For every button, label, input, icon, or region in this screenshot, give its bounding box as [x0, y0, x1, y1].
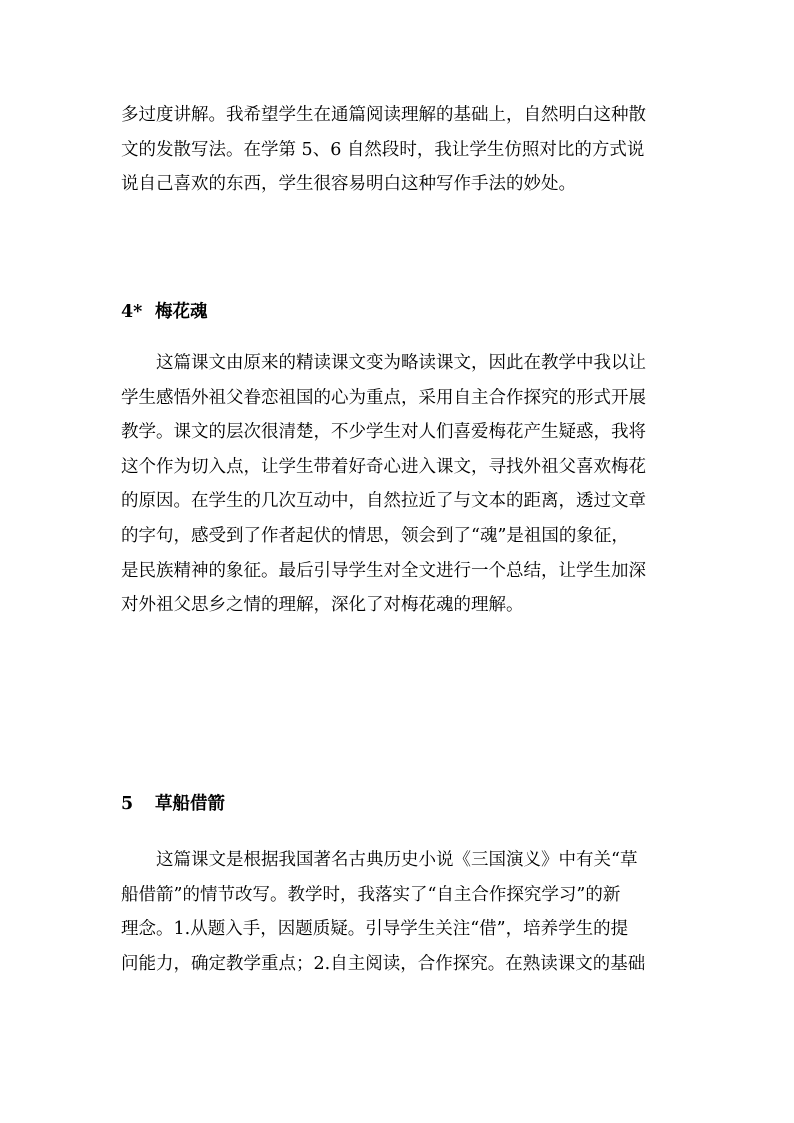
text-line: 这个作为切入点，让学生带着好奇心进入课文，寻找外祖父喜欢梅花: [121, 456, 646, 477]
section-heading-4: [121, 300, 208, 324]
text-line: 的原因。在学生的几次互动中，自然拉近了与文本的距离，透过文章: [121, 491, 646, 512]
section-5-paragraph: [121, 843, 681, 981]
section-4-paragraph: [121, 346, 681, 623]
text-line: 问能力，确定教学重点；2.自主阅读，合作探究。在熟读课文的基础: [121, 953, 646, 974]
text-line: 理念。1.从题入手，因题质疑。引导学生关注“借”，培养学生的提: [121, 919, 629, 940]
text-line: 多过度讲解。我希望学生在通篇阅读理解的基础上，自然明白这种散: [121, 105, 646, 125]
section-title: 草船借箭: [155, 794, 225, 814]
text-line: 教学。课文的层次很清楚，不少学生对人们喜爱梅花产生疑惑，我将: [121, 422, 646, 443]
text-line: 这篇课文是根据我国著名古典历史小说《三国演义》中有关“草: [156, 850, 638, 870]
intro-paragraph: [121, 98, 681, 202]
section-title: 梅花魂: [155, 302, 208, 322]
text-line: 对外祖父思乡之情的理解，深化了对梅花魂的理解。: [121, 595, 524, 616]
text-line: 说自己喜欢的东西，学生很容易明白这种写作手法的妙处。: [121, 174, 576, 195]
text-line: 是民族精神的象征。最后引导学生对全文进行一个总结，让学生加深: [121, 560, 646, 581]
text-line: 这篇课文由原来的精读课文变为略读课文，因此在教学中我以让: [156, 353, 646, 373]
text-line: 的字句，感受到了作者起伏的情思，领会到了“魂”是祖国的象征，: [121, 525, 629, 546]
section-number: 4*: [121, 302, 143, 322]
text-line: 学生感悟外祖父眷恋祖国的心为重点，采用自主合作探究的形式开展: [121, 387, 646, 408]
section-heading-5: [121, 792, 225, 816]
text-line: 船借箭”的情节改写。教学时，我落实了“自主合作探究学习”的新: [121, 884, 621, 905]
text-line: 文的发散写法。在学第 5、6 自然段时，我让学生仿照对比的方式说: [121, 139, 645, 160]
section-number: 5: [121, 794, 134, 814]
